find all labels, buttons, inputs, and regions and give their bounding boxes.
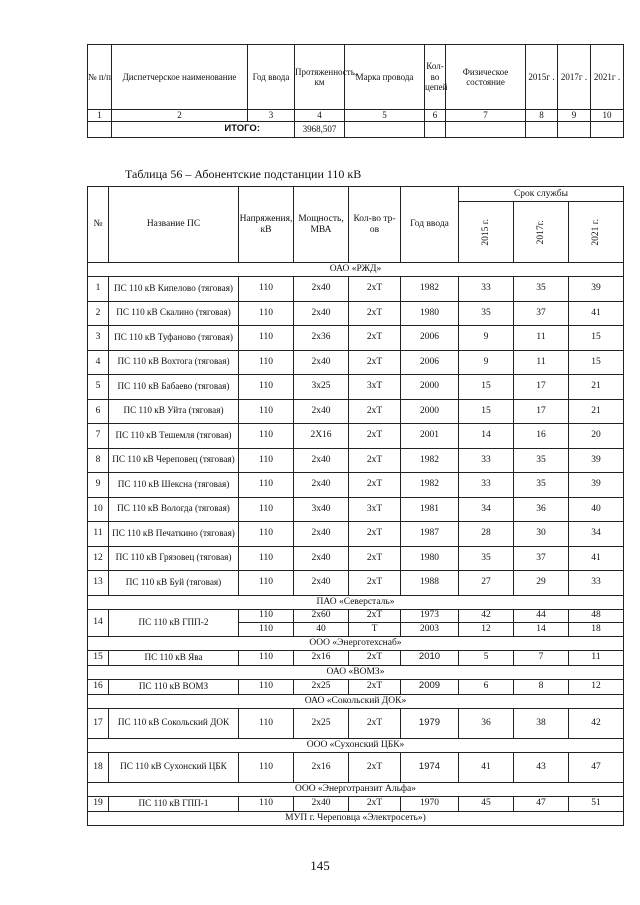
service-2017-cell: 35: [514, 473, 569, 498]
org-name: ОАО «Сокольский ДОК»: [88, 694, 624, 708]
voltage-cell: 110: [239, 546, 294, 571]
voltage-cell: 110: [239, 796, 294, 811]
table-row: [88, 326, 624, 351]
table-row: [88, 399, 624, 424]
substation-name: ПС 110 кВ Вохтога (тяговая): [109, 350, 239, 375]
org-row: [88, 738, 624, 752]
table-row: [88, 609, 624, 623]
org-row: [88, 782, 624, 796]
voltage-cell: 110: [239, 609, 294, 623]
power-cell: 2х25: [294, 679, 349, 694]
row-number: 4: [88, 350, 109, 375]
service-2015-cell: 42: [459, 609, 514, 623]
header-service-life: Срок службы: [459, 187, 624, 202]
service-2021-cell: 12: [569, 679, 624, 694]
row-number: 10: [88, 497, 109, 522]
year-cell: 2006: [401, 350, 459, 375]
header-circuits: Кол-во цепей: [425, 45, 446, 110]
header-2021: 2021г .: [591, 45, 624, 110]
power-cell: 2х16: [294, 752, 349, 782]
row-number: 9: [88, 473, 109, 498]
voltage-cell: 110: [239, 326, 294, 351]
header-length: Протяженность, км: [295, 45, 345, 110]
voltage-cell: 110: [239, 473, 294, 498]
col-number: 1: [88, 110, 112, 122]
header-voltage: Напряжения, кВ: [239, 187, 294, 263]
service-2021-cell: 15: [569, 350, 624, 375]
service-2021-cell: 15: [569, 326, 624, 351]
substation-name: ПС 110 кВ Тешемля (тяговая): [109, 424, 239, 449]
year-cell: 2000: [401, 375, 459, 400]
power-cell: 2х36: [294, 326, 349, 351]
year-cell: 2006: [401, 326, 459, 351]
transformers-cell: 2хТ: [349, 350, 401, 375]
col-number: 9: [558, 110, 591, 122]
org-row: [88, 263, 624, 277]
power-cell: 2х40: [294, 546, 349, 571]
org-name: ОАО «РЖД»: [88, 263, 624, 277]
service-2015-cell: 15: [459, 399, 514, 424]
substation-name: ПС 110 кВ Бабаево (тяговая): [109, 375, 239, 400]
power-cell: 2х40: [294, 301, 349, 326]
year-cell: 1973: [401, 609, 459, 623]
org-name: ПАО «Северсталь»: [88, 595, 624, 609]
service-2021-cell: 48: [569, 609, 624, 623]
table-row: [88, 708, 624, 738]
substation-name: ПС 110 кВ Вологда (тяговая): [109, 497, 239, 522]
service-2015-cell: 35: [459, 546, 514, 571]
service-2015-cell: 41: [459, 752, 514, 782]
substation-name: ПС 110 кВ Туфаново (тяговая): [109, 326, 239, 351]
table-row: [88, 277, 624, 302]
transformers-cell: 2хТ: [349, 301, 401, 326]
transformers-cell: 2хТ: [349, 796, 401, 811]
org-name: ООО «Энерготранзит Альфа»: [88, 782, 624, 796]
header-year: Год ввода: [248, 45, 295, 110]
year-cell: 1987: [401, 522, 459, 547]
substation-name: ПС 110 кВ Печаткино (тяговая): [109, 522, 239, 547]
service-2017-cell: 36: [514, 497, 569, 522]
transformers-cell: 2хТ: [349, 609, 401, 623]
service-2021-cell: 21: [569, 399, 624, 424]
year-cell: 1980: [401, 546, 459, 571]
service-2015-cell: 36: [459, 708, 514, 738]
org-row: [88, 811, 624, 825]
substation-name: ПС 110 кВ Уйта (тяговая): [109, 399, 239, 424]
row-number: 3: [88, 326, 109, 351]
service-2015-cell: 27: [459, 571, 514, 596]
row-number: 17: [88, 708, 109, 738]
header-wire: Марка провода: [345, 45, 425, 110]
service-2015-cell: 12: [459, 623, 514, 637]
substation-name: ПС 110 кВ Сухонский ЦБК: [109, 752, 239, 782]
header-transformers: Кол-во тр-ов: [349, 187, 401, 263]
year-cell: 1982: [401, 473, 459, 498]
service-2021-cell: 42: [569, 708, 624, 738]
table-row: [88, 424, 624, 449]
year-cell: 1982: [401, 448, 459, 473]
service-2015-cell: 33: [459, 448, 514, 473]
org-row: [88, 694, 624, 708]
voltage-cell: 110: [239, 752, 294, 782]
voltage-cell: 110: [239, 650, 294, 665]
header-2017: 2017г .: [558, 45, 591, 110]
table-row: [88, 546, 624, 571]
service-2017-cell: 35: [514, 448, 569, 473]
transformers-cell: 2хТ: [349, 752, 401, 782]
year-cell: 2010: [401, 650, 459, 665]
substation-name: ПС 110 кВ Грязовец (тяговая): [109, 546, 239, 571]
substation-name: ПС 110 кВ ГПП-1: [109, 796, 239, 811]
power-cell: 2х40: [294, 277, 349, 302]
year-cell: 2009: [401, 679, 459, 694]
year-cell: 1974: [401, 752, 459, 782]
power-cell: 2х25: [294, 708, 349, 738]
row-number: 14: [88, 609, 109, 636]
header-2015: 2015 г.: [480, 218, 491, 246]
org-name: ООО «Сухонский ЦБК»: [88, 738, 624, 752]
service-2017-cell: 11: [514, 350, 569, 375]
page-number: 145: [310, 858, 330, 873]
power-cell: 2х60: [294, 609, 349, 623]
row-number: 2: [88, 301, 109, 326]
service-2017-cell: 38: [514, 708, 569, 738]
org-name: ОАО «ВОМЗ»: [88, 665, 624, 679]
year-cell: 2003: [401, 623, 459, 637]
voltage-cell: 110: [239, 448, 294, 473]
service-2021-cell: 34: [569, 522, 624, 547]
substation-name: ПС 110 кВ Буй (тяговая): [109, 571, 239, 596]
service-2021-cell: 39: [569, 448, 624, 473]
service-2017-cell: 35: [514, 277, 569, 302]
table-row: [88, 497, 624, 522]
col-number: 3: [248, 110, 295, 122]
substation-name: ПС 110 кВ Кипелово (тяговая): [109, 277, 239, 302]
row-number: 7: [88, 424, 109, 449]
substation-name: ПС 110 кВ Ява: [109, 650, 239, 665]
header-power: Мощность, МВА: [294, 187, 349, 263]
header-name: Название ПС: [109, 187, 239, 263]
service-2017-cell: 8: [514, 679, 569, 694]
transformers-cell: 2хТ: [349, 424, 401, 449]
service-2015-cell: 33: [459, 277, 514, 302]
power-cell: 40: [294, 623, 349, 637]
voltage-cell: 110: [239, 375, 294, 400]
year-cell: 2000: [401, 399, 459, 424]
year-cell: 1980: [401, 301, 459, 326]
org-name: ООО «Энерготехснаб»: [88, 636, 624, 650]
power-cell: 3х40: [294, 497, 349, 522]
power-cell: 2х40: [294, 571, 349, 596]
service-2017-cell: 30: [514, 522, 569, 547]
service-2021-cell: 11: [569, 650, 624, 665]
service-2021-cell: 41: [569, 301, 624, 326]
year-cell: 2001: [401, 424, 459, 449]
row-number: 19: [88, 796, 109, 811]
voltage-cell: 110: [239, 679, 294, 694]
service-2015-cell: 34: [459, 497, 514, 522]
service-2021-cell: 51: [569, 796, 624, 811]
org-row: [88, 636, 624, 650]
voltage-cell: 110: [239, 277, 294, 302]
year-cell: 1970: [401, 796, 459, 811]
transformers-cell: 2хТ: [349, 448, 401, 473]
service-2017-cell: 44: [514, 609, 569, 623]
service-2015-cell: 9: [459, 350, 514, 375]
service-2015-cell: 15: [459, 375, 514, 400]
voltage-cell: 110: [239, 522, 294, 547]
row-number: 13: [88, 571, 109, 596]
col-number: 5: [345, 110, 425, 122]
service-2015-cell: 9: [459, 326, 514, 351]
service-2015-cell: 28: [459, 522, 514, 547]
table-row: [88, 301, 624, 326]
transformers-cell: 2хТ: [349, 679, 401, 694]
service-2021-cell: 47: [569, 752, 624, 782]
col-number: 4: [295, 110, 345, 122]
power-cell: 2х40: [294, 473, 349, 498]
transformers-cell: 2хТ: [349, 546, 401, 571]
substation-name: ПС 110 кВ Скалино (тяговая): [109, 301, 239, 326]
voltage-cell: 110: [239, 399, 294, 424]
voltage-cell: 110: [239, 301, 294, 326]
service-2017-cell: 37: [514, 301, 569, 326]
voltage-cell: 110: [239, 623, 294, 637]
row-number: 8: [88, 448, 109, 473]
lines-table: [87, 44, 624, 138]
power-cell: 2Х16: [294, 424, 349, 449]
table-row: [88, 522, 624, 547]
voltage-cell: 110: [239, 350, 294, 375]
table-row: [88, 679, 624, 694]
service-2021-cell: 41: [569, 546, 624, 571]
table-row: [88, 350, 624, 375]
service-2017-cell: 37: [514, 546, 569, 571]
service-2021-cell: 21: [569, 375, 624, 400]
header-num: № п/п: [88, 45, 112, 110]
transformers-cell: 2хТ: [349, 473, 401, 498]
power-cell: 3х25: [294, 375, 349, 400]
row-number: 12: [88, 546, 109, 571]
table-row: [88, 796, 624, 811]
row-number: 11: [88, 522, 109, 547]
org-name: МУП г. Череповца «Электросеть»): [88, 811, 624, 825]
service-2017-cell: 17: [514, 375, 569, 400]
transformers-cell: 2хТ: [349, 571, 401, 596]
year-cell: 1988: [401, 571, 459, 596]
voltage-cell: 110: [239, 708, 294, 738]
year-cell: 1982: [401, 277, 459, 302]
service-2015-cell: 14: [459, 424, 514, 449]
substations-table: [87, 186, 624, 826]
service-2021-cell: 39: [569, 473, 624, 498]
service-2015-cell: 35: [459, 301, 514, 326]
service-2017-cell: 17: [514, 399, 569, 424]
row-number: 15: [88, 650, 109, 665]
service-2017-cell: 29: [514, 571, 569, 596]
power-cell: 2х40: [294, 448, 349, 473]
table-row: [88, 752, 624, 782]
power-cell: 2х40: [294, 399, 349, 424]
year-cell: 1979: [401, 708, 459, 738]
service-2017-cell: 14: [514, 623, 569, 637]
org-row: [88, 665, 624, 679]
substation-name: ПС 110 кВ Шексна (тяговая): [109, 473, 239, 498]
col-number: 6: [425, 110, 446, 122]
service-2021-cell: 18: [569, 623, 624, 637]
table-caption: Таблица 56 – Абонентские подстанции 110 кВ: [125, 167, 362, 181]
substation-name: ПС 110 кВ Сокольский ДОК: [109, 708, 239, 738]
table-row: [88, 375, 624, 400]
transformers-cell: 2хТ: [349, 522, 401, 547]
header-num: №: [88, 187, 109, 263]
transformers-cell: 2хТ: [349, 277, 401, 302]
power-cell: 2х40: [294, 522, 349, 547]
transformers-cell: 2хТ: [349, 326, 401, 351]
header-2021: 2021 г.: [590, 218, 601, 246]
substation-name: ПС 110 кВ ГПП-2: [109, 609, 239, 636]
org-row: [88, 595, 624, 609]
table-row: [88, 571, 624, 596]
total-row: [88, 122, 624, 138]
service-2017-cell: 16: [514, 424, 569, 449]
service-2015-cell: 6: [459, 679, 514, 694]
total-value: 3968,507: [295, 122, 345, 138]
transformers-cell: 3хТ: [349, 497, 401, 522]
voltage-cell: 110: [239, 497, 294, 522]
service-2015-cell: 45: [459, 796, 514, 811]
service-2017-cell: 11: [514, 326, 569, 351]
col-number: 8: [526, 110, 558, 122]
header-2017: 2017г.: [535, 219, 546, 245]
substation-name: ПС 110 кВ ВОМЗ: [109, 679, 239, 694]
transformers-cell: 2хТ: [349, 650, 401, 665]
header-condition: Физическое состояние: [446, 45, 526, 110]
table-row: [88, 650, 624, 665]
voltage-cell: 110: [239, 424, 294, 449]
row-number: 5: [88, 375, 109, 400]
header-dispatch-name: Диспетчерское наименование: [112, 45, 248, 110]
service-2017-cell: 7: [514, 650, 569, 665]
header-year: Год ввода: [401, 187, 459, 263]
power-cell: 2х40: [294, 796, 349, 811]
table-row: [88, 448, 624, 473]
transformers-cell: 3хТ: [349, 375, 401, 400]
service-2017-cell: 43: [514, 752, 569, 782]
col-number: 10: [591, 110, 624, 122]
voltage-cell: 110: [239, 571, 294, 596]
year-cell: 1981: [401, 497, 459, 522]
transformers-cell: 2хТ: [349, 708, 401, 738]
total-label: ИТОГО:: [112, 122, 295, 138]
row-number: 6: [88, 399, 109, 424]
service-2015-cell: 5: [459, 650, 514, 665]
row-number: 16: [88, 679, 109, 694]
service-2017-cell: 47: [514, 796, 569, 811]
power-cell: 2х40: [294, 350, 349, 375]
substation-name: ПС 110 кВ Череповец (тяговая): [109, 448, 239, 473]
service-2021-cell: 33: [569, 571, 624, 596]
col-number: 7: [446, 110, 526, 122]
service-2021-cell: 20: [569, 424, 624, 449]
service-2021-cell: 40: [569, 497, 624, 522]
transformers-cell: Т: [349, 623, 401, 637]
row-number: 18: [88, 752, 109, 782]
power-cell: 2х16: [294, 650, 349, 665]
column-numbers-row: [88, 110, 624, 122]
transformers-cell: 2хТ: [349, 399, 401, 424]
service-2015-cell: 33: [459, 473, 514, 498]
row-number: 1: [88, 277, 109, 302]
header-2015: 2015г .: [526, 45, 558, 110]
col-number: 2: [112, 110, 248, 122]
service-2021-cell: 39: [569, 277, 624, 302]
table-row: [88, 473, 624, 498]
